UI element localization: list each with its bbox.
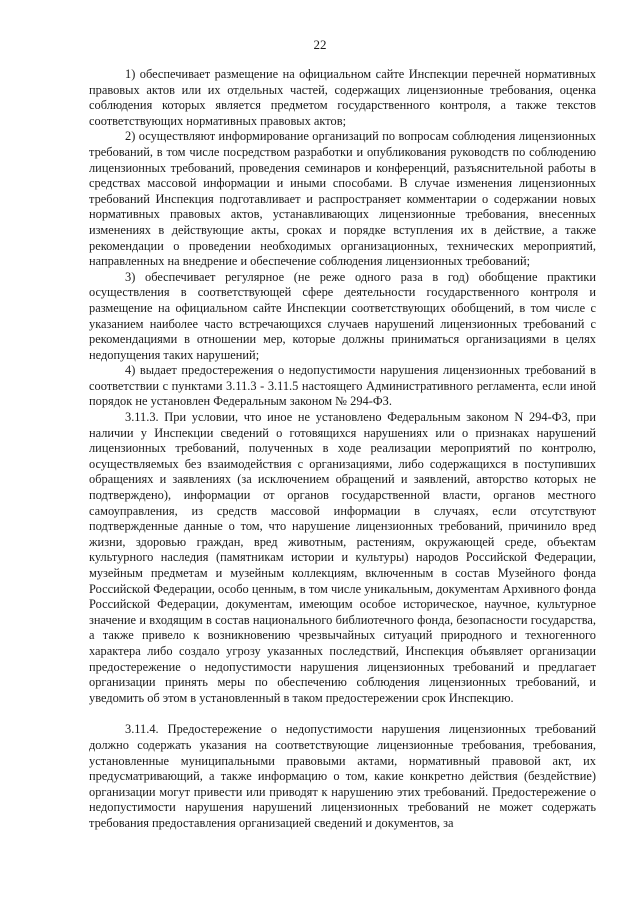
paragraph-spacer: [89, 706, 596, 722]
paragraph-item-1: 1) обеспечивает размещение на официальном сайте Инспекции перечней нормативных правовых актов или их отдельных частей, содержащих лицензионные требования, оценка соблюдения которых является предметом государственного контроля, а также текстов соответствующих нормативных правовых актов;: [89, 67, 596, 128]
page-number: 22: [313, 37, 327, 52]
paragraph-item-3: 3) обеспечивает регулярное (не реже одного раза в год) обобщение практики осуществления в соответствующей сфере деятельности государственного контроля и размещение на официальном сайте Инспекции соответствующих обобщений, в том числе с указанием наиболее часто встречающихся случаев нарушений лицензионных требований с рекомендациями в отношении мер, которые должны приниматься организациями в целях недопущения таких нарушений;: [89, 269, 596, 362]
paragraph-3-11-4: 3.11.4. Предостережение о недопустимости нарушения лицензионных требований должно содержать указания на соответствующие лицензионные требования, требования, установленные муниципальными правовыми актами, нормативный правовой акт, их предусматривающий, а также информацию о том, какие конкретно действия (бездействие) организации могут привести или приводят к нарушению этих требований. Предостережение о недопустимости нарушения нарушений лицензионных требований не может содержать требования предоставления организацией сведений и документов, за: [89, 722, 596, 830]
paragraph-item-2: 2) осуществляют информирование организаций по вопросам соблюдения лицензионных требований, в том числе посредством разработки и опубликования руководств по соблюдению лицензионных требований, проведения семинаров и конференций, разъяснительной работы в средствах массовой информации и иными способами. В случае изменения лицензионных требований Инспекция подготавливает и распространяет комментарии о содержании новых нормативных правовых актов, устанавливающих лицензионные требования, внесенных изменениях в действующие акты, сроках и порядке вступления их в действие, а также рекомендации о проведении необходимых организационных, технических мероприятий, направленных на внедрение и обеспечение соблюдения лицензионных требований;: [89, 129, 596, 269]
paragraph-item-4: 4) выдает предостережения о недопустимости нарушения лицензионных требований в соответствии с пунктами 3.11.3 - 3.11.5 настоящего Административного регламента, если иной порядок не установлен Федеральным законом № 294-ФЗ.: [89, 363, 596, 409]
document-body: [89, 67, 596, 832]
paragraph-3-11-3: 3.11.3. При условии, что иное не установлено Федеральным законом N 294-ФЗ, при наличии у Инспекции сведений о готовящихся нарушениях или о признаках нарушений лицензионных требований, полученных в ходе реализации мероприятий по контролю, осуществляемых без взаимодействия с организациями, либо содержащихся в поступивших обращениях и заявлениях (за исключением обращений и заявлений, авторство которых не подтверждено), информации от органов государственной власти, органов местного самоуправления, из средств массовой информации в случаях, если отсутствуют подтвержденные данные о том, что нарушение лицензионных требований, причинило вред жизни, здоровью граждан, вред животным, растениям, окружающей среде, объектам культурного наследия (памятникам истории и культуры) народов Российской Федерации, музейным предметам и музейным коллекциям, включенным в состав Музейного фонда Российской Федерации, особо ценным, в том числе уникальным, документам Архивного фонда Российской Федерации, документам, имеющим особое историческое, научное, культурное значение и входящим в состав национального библиотечного фонда, безопасности государства, а также привело к возникновению чрезвычайных ситуаций природного и техногенного характера либо создало угрозу указанных последствий, Инспекция объявляет организации предостережение о недопустимости нарушения лицензионных требований и предлагает организации принять меры по обеспечению соблюдения лицензионных требований, и уведомить об этом в установленный в таком предостережении срок Инспекцию.: [89, 410, 596, 705]
